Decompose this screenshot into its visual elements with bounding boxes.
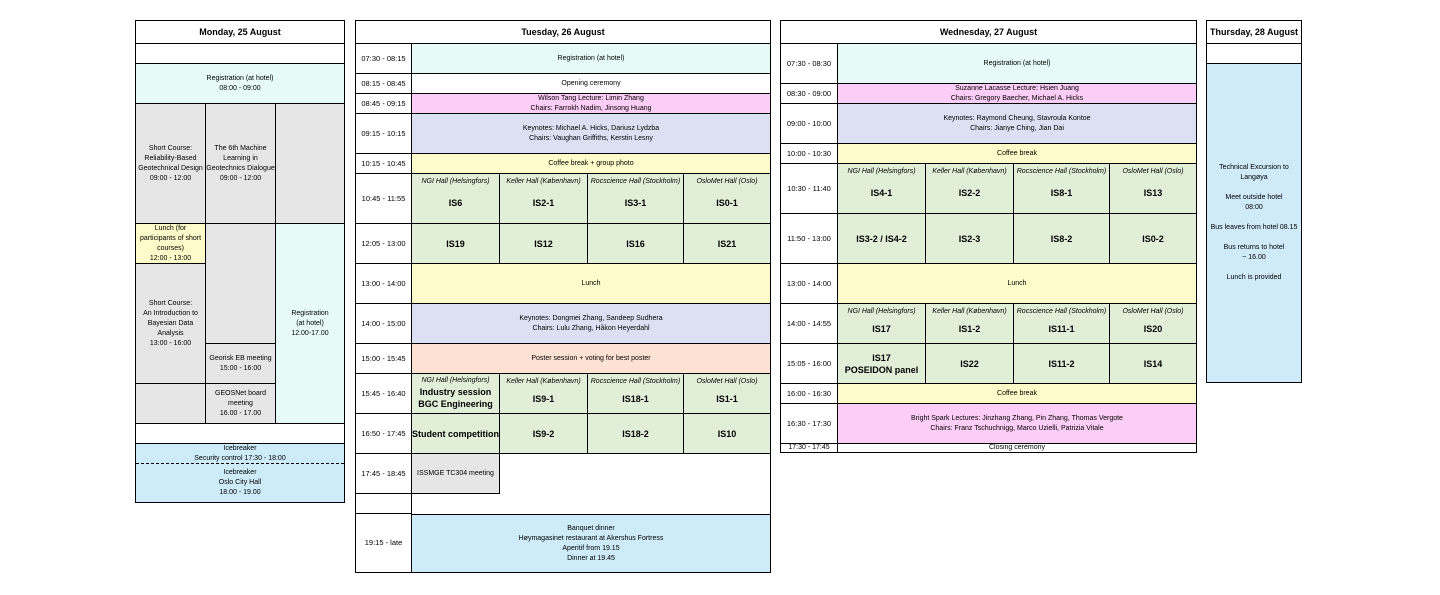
tuesday-time-slot: 08:15 - 08:45 (356, 74, 412, 94)
monday-grey-filler-bottom (136, 384, 206, 424)
wednesday-session-keller: Keller Hall (København) IS1-2 (926, 304, 1014, 344)
monday-short-course-reliability: Short Course: Reliability-Based Geotechnical Design 09:00 - 12:00 (136, 104, 206, 224)
tuesday-time-slot: 17:45 - 18:45 (356, 454, 412, 494)
wednesday-registration: Registration (at hotel) (838, 44, 1196, 84)
tuesday-column (355, 20, 771, 573)
wednesday-session-code: IS8-2 (1014, 214, 1110, 264)
monday-column (135, 20, 345, 503)
wednesday-coffee-break-afternoon: Coffee break (838, 384, 1196, 404)
tuesday-session-ngi: NGI Hall (Helsingfors) IS6 (412, 174, 500, 224)
wednesday-session-ngi: NGI Hall (Helsingfors) IS17 (838, 304, 926, 344)
tuesday-session-oslomet: OsloMet Hall (Oslo) IS1-1 (684, 374, 770, 414)
tuesday-time-slot: 08:45 - 09:15 (356, 94, 412, 114)
wednesday-keynotes: Keynotes: Raymond Cheung, Stavroula Kontoe Chairs: Jianye Ching, Jian Dai (838, 104, 1196, 144)
monday-grey-filler-mid (206, 224, 276, 344)
wednesday-time-slot: 14:00 - 14:55 (781, 304, 838, 344)
monday-blank-row (136, 44, 344, 64)
tuesday-opening-ceremony: Opening ceremony (412, 74, 770, 94)
tuesday-session-rocscience: Rocscience Hall (Stockholm) IS3-1 (588, 174, 684, 224)
wednesday-lunch: Lunch (838, 264, 1196, 304)
monday-ml-dialogue: The 6th Machine Learning in Geotechnics Dialogue 09:00 - 12:00 (206, 104, 276, 224)
tuesday-session-code: IS9-2 (500, 414, 588, 454)
wednesday-time-slot: 13:00 - 14:00 (781, 264, 838, 304)
tuesday-session-oslomet: OsloMet Hall (Oslo) IS0-1 (684, 174, 770, 224)
tuesday-wilson-tang-lecture: Wilson Tang Lecture: Limin Zhang Chairs: Farrokh Nadim, Jinsong Huang (412, 94, 770, 114)
wednesday-session-code: IS3-2 / IS4-2 (838, 214, 926, 264)
wednesday-coffee-break-morning: Coffee break (838, 144, 1196, 164)
wednesday-bright-spark-lectures: Bright Spark Lectures: Jinzhang Zhang, Pin Zhang, Thomas Vergote Chairs: Franz Tschuchnigg, Marco Uzielli, Patrizia Vitale (838, 404, 1196, 444)
tuesday-registration: Registration (at hotel) (412, 44, 770, 74)
tuesday-session-rocscience: Rocscience Hall (Stockholm) IS18-1 (588, 374, 684, 414)
tuesday-session-code: IS18-2 (588, 414, 684, 454)
tuesday-time-slot: 10:15 - 10:45 (356, 154, 412, 174)
wednesday-session-keller: Keller Hall (København) IS2-2 (926, 164, 1014, 214)
tuesday-time-slot: 16:50 - 17:45 (356, 414, 412, 454)
thursday-column (1206, 20, 1302, 383)
monday-grey-filler-top (276, 104, 344, 224)
wednesday-poseidon-panel: IS17 POSEIDON panel (838, 344, 926, 384)
tuesday-session-code: IS21 (684, 224, 770, 264)
wednesday-time-slot: 15:05 - 16:00 (781, 344, 838, 384)
wednesday-session-code: IS11-2 (1014, 344, 1110, 384)
tuesday-time-slot-blank (356, 494, 412, 514)
thursday-header: Thursday, 28 August (1207, 21, 1301, 44)
tuesday-student-competition: Student competition (412, 414, 500, 454)
wednesday-closing-ceremony: Closing ceremony (838, 444, 1196, 452)
tuesday-time-slot: 10:45 - 11:55 (356, 174, 412, 224)
wednesday-time-slot: 09:00 - 10:00 (781, 104, 838, 144)
tuesday-session-code: IS12 (500, 224, 588, 264)
monday-georisk-meeting: Georisk EB meeting 15:00 - 16:00 (206, 344, 276, 384)
thursday-blank-row (1207, 44, 1301, 64)
wednesday-time-slot: 08:30 - 09:00 (781, 84, 838, 104)
tuesday-time-slot: 07:30 - 08:15 (356, 44, 412, 74)
thursday-technical-excursion: Technical Excursion to Langøya Meet outside hotel 08:00 Bus leaves from hotel 08.15 Bus returns to hotel ~ 16.00 Lunch is provided (1207, 64, 1301, 382)
tuesday-session-code: IS16 (588, 224, 684, 264)
monday-short-course-bayesian: Short Course: An Introduction to Bayesian Data Analysis 13:00 - 16:00 (136, 264, 206, 384)
tuesday-issmge-meeting: ISSMGE TC304 meeting (412, 454, 500, 494)
wednesday-session-code: IS0-2 (1110, 214, 1196, 264)
tuesday-poster-session: Poster session + voting for best poster (412, 344, 770, 374)
monday-icebreaker-city-hall: Icebreaker Oslo City Hall 18.00 - 19.00 (136, 464, 344, 502)
tuesday-session-keller: Keller Hall (København) IS9-1 (500, 374, 588, 414)
wednesday-time-slot: 16:30 - 17:30 (781, 404, 838, 444)
tuesday-session-keller: Keller Hall (København) IS2-1 (500, 174, 588, 224)
monday-icebreaker-security: Icebreaker Security control 17:30 - 18:00 (136, 444, 344, 464)
monday-geosnet-meeting: GEOSNet board meeting 16.00 - 17.00 (206, 384, 276, 424)
wednesday-time-slot: 07:30 - 08:30 (781, 44, 838, 84)
wednesday-session-rocscience: Rocscience Hall (Stockholm) IS8-1 (1014, 164, 1110, 214)
monday-registration-afternoon: Registration (at hotel) 12.00-17.00 (276, 224, 344, 424)
tuesday-time-slot: 19:15 - late (356, 514, 412, 572)
wednesday-time-slot: 17:30 - 17:45 (781, 444, 838, 452)
tuesday-time-slot: 09:15 - 10:15 (356, 114, 412, 154)
tuesday-time-slot: 15:00 - 15:45 (356, 344, 412, 374)
tuesday-banquet-dinner: Banquet dinner Høymagasinet restaurant at Akershus Fortress Aperitif from 19.15 Dinner at 19.45 (412, 514, 770, 572)
wednesday-session-rocscience: Rocscience Hall (Stockholm) IS11-1 (1014, 304, 1110, 344)
wednesday-header: Wednesday, 27 August (781, 21, 1196, 44)
wednesday-session-oslomet: OsloMet Hall (Oslo) IS13 (1110, 164, 1196, 214)
tuesday-coffee-break: Coffee break + group photo (412, 154, 770, 174)
wednesday-lacasse-lecture: Suzanne Lacasse Lecture: Hsien Juang Chairs: Gregory Baecher, Michael A. Hicks (838, 84, 1196, 104)
tuesday-time-slot: 15:45 - 16:40 (356, 374, 412, 414)
wednesday-session-code: IS14 (1110, 344, 1196, 384)
monday-registration: Registration (at hotel) 08:00 - 09:00 (136, 64, 344, 104)
wednesday-time-slot: 10:30 - 11:40 (781, 164, 838, 214)
tuesday-industry-session: NGI Hall (Helsingfors) Industry session BGC Engineering (412, 374, 500, 414)
wednesday-session-ngi: NGI Hall (Helsingfors) IS4-1 (838, 164, 926, 214)
tuesday-lunch: Lunch (412, 264, 770, 304)
wednesday-column (780, 20, 1197, 453)
tuesday-header: Tuesday, 26 August (356, 21, 770, 44)
monday-lunch: Lunch (for participants of short courses) 12:00 - 13:00 (136, 224, 206, 264)
wednesday-session-oslomet: OsloMet Hall (Oslo) IS20 (1110, 304, 1196, 344)
tuesday-time-slot: 14:00 - 15:00 (356, 304, 412, 344)
tuesday-session-code: IS10 (684, 414, 770, 454)
tuesday-keynotes-morning: Keynotes: Michael A. Hicks, Dariusz Lydzba Chairs: Vaughan Griffiths, Kerstin Lesny (412, 114, 770, 154)
tuesday-time-slot: 13:00 - 14:00 (356, 264, 412, 304)
wednesday-time-slot: 11:50 - 13:00 (781, 214, 838, 264)
wednesday-time-slot: 16:00 - 16:30 (781, 384, 838, 404)
tuesday-session-code: IS19 (412, 224, 500, 264)
monday-header: Monday, 25 August (136, 21, 344, 44)
wednesday-session-code: IS22 (926, 344, 1014, 384)
wednesday-session-code: IS2-3 (926, 214, 1014, 264)
wednesday-time-slot: 10:00 - 10:30 (781, 144, 838, 164)
tuesday-keynotes-afternoon: Keynotes: Dongmei Zhang, Sandeep Sudhera Chairs: Lulu Zhang, Håkon Heyerdahl (412, 304, 770, 344)
tuesday-time-slot: 12:05 - 13:00 (356, 224, 412, 264)
monday-blank-row-evening (136, 424, 344, 444)
